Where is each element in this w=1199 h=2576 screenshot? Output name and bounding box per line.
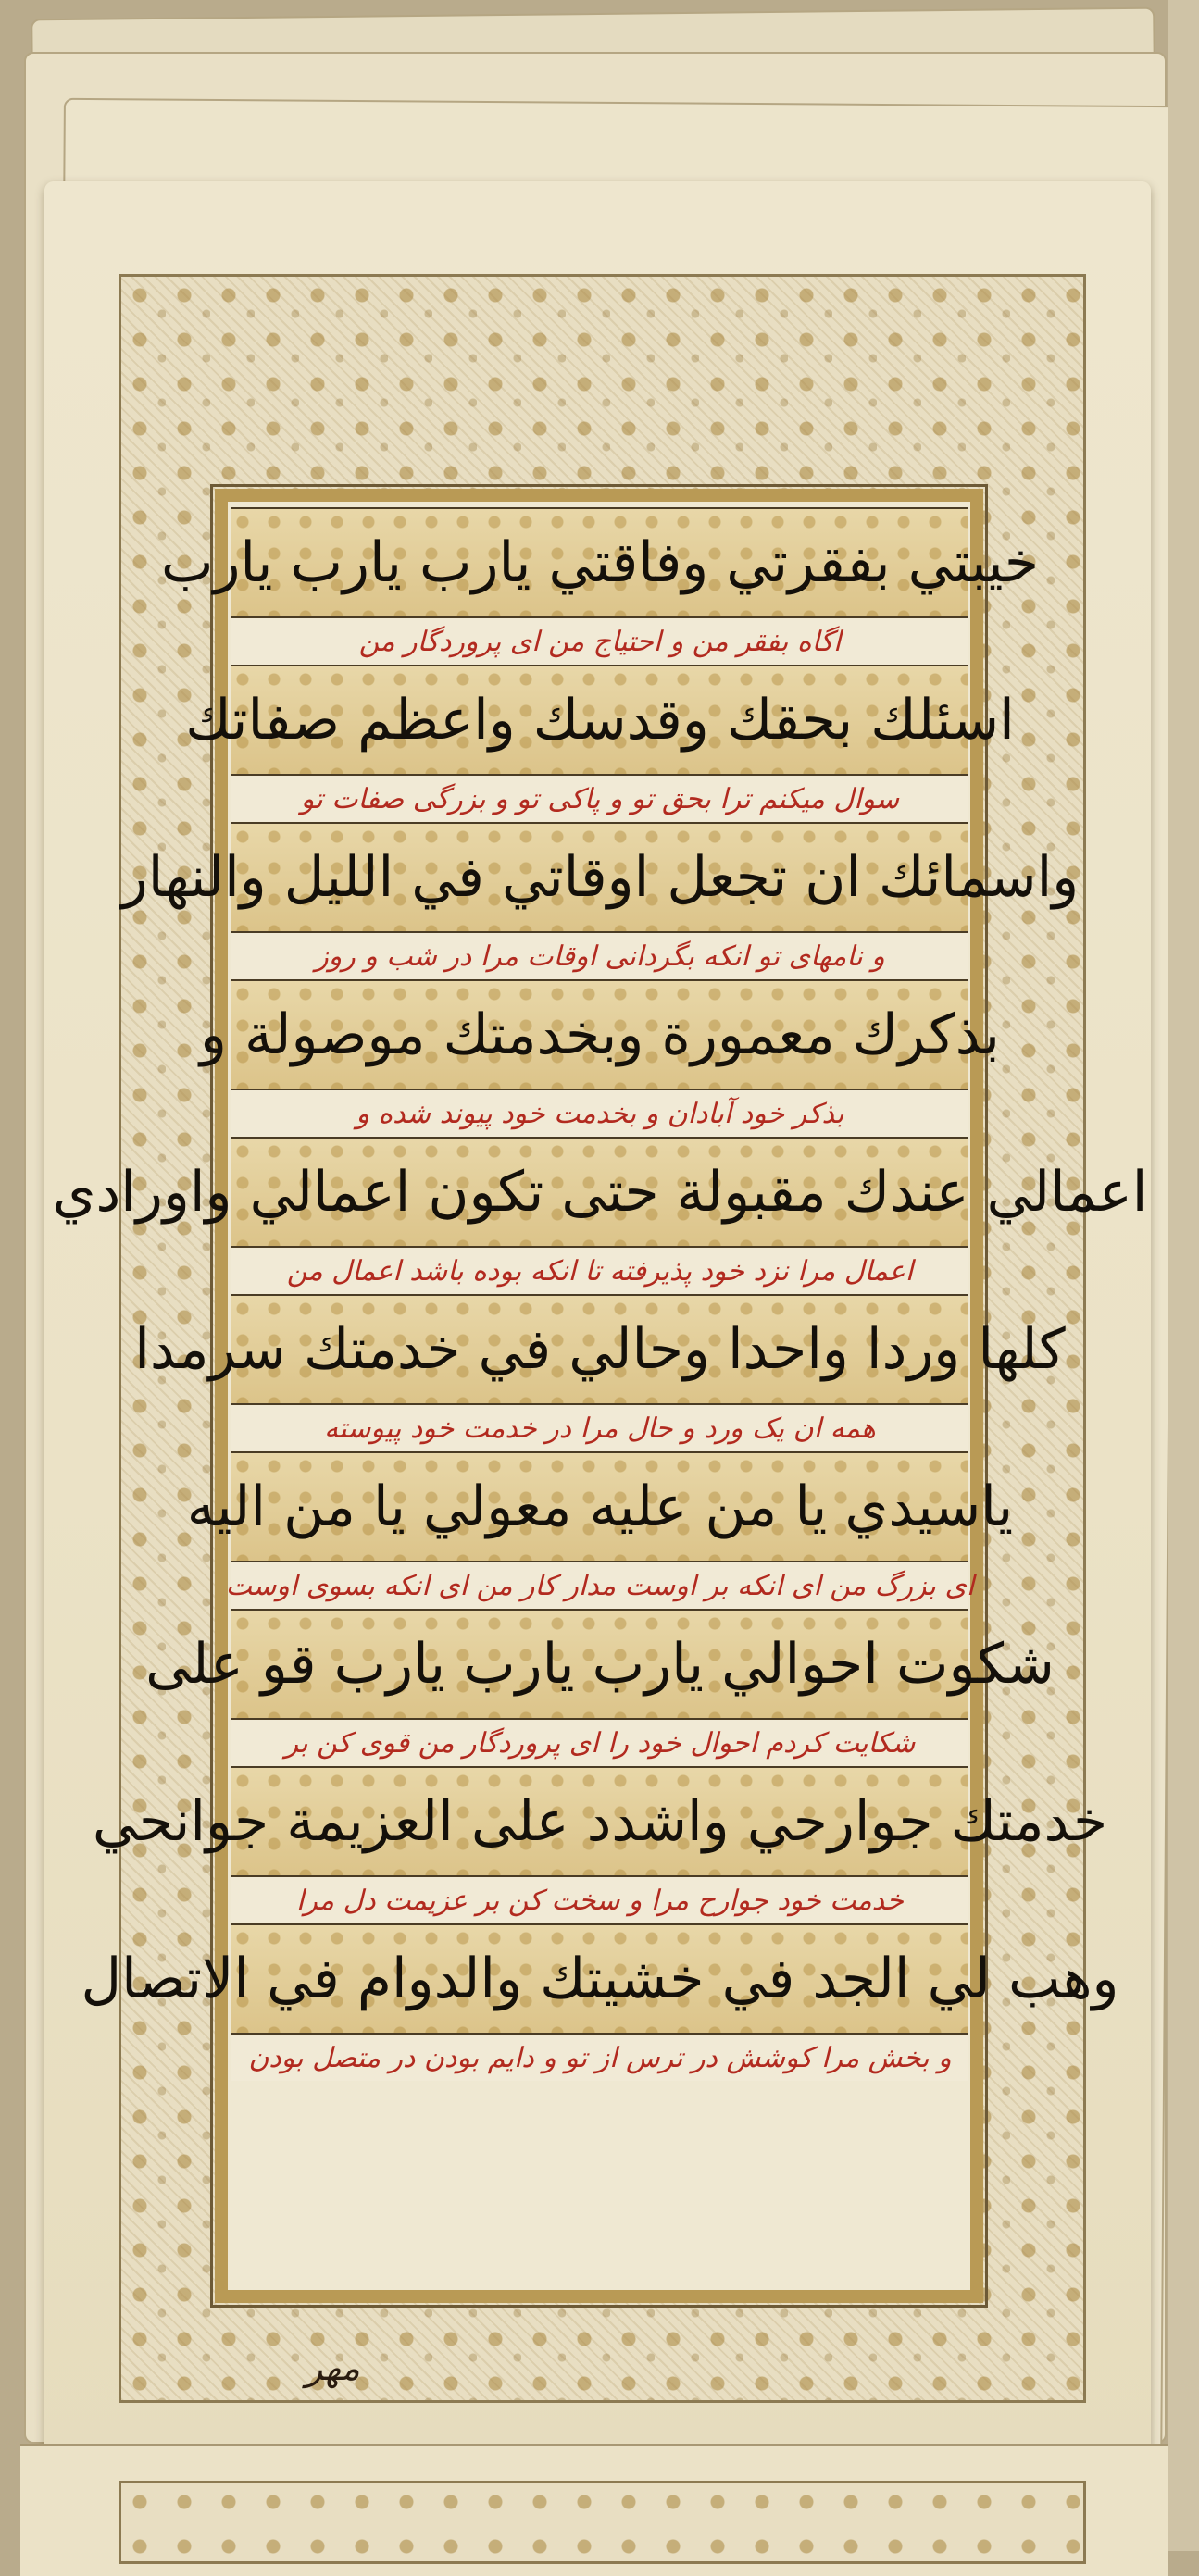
arabic-line: وهب لي الجد في خشيتك والدوام في الاتصال bbox=[231, 1923, 968, 2035]
arabic-line: واسمائك ان تجعل اوقاتي في الليل والنهار bbox=[231, 822, 968, 933]
persian-gloss-line: اعمال مرا نزد خود پذیرفته تا انکه بوده باشد اعمال من bbox=[231, 1248, 968, 1294]
text-panel bbox=[52, 507, 1148, 2081]
arabic-line: شكوت احوالي يارب يارب يارب قو على bbox=[231, 1609, 968, 1720]
arabic-line: بذكرك معمورة وبخدمتك موصولة و bbox=[231, 979, 968, 1090]
arabic-line: اسئلك بحقك وقدسك واعظم صفاتك bbox=[231, 665, 968, 776]
arabic-line: خيبتي بفقرتي وفاقتي يارب يارب يارب bbox=[231, 507, 968, 618]
arabic-line: كلها وردا واحدا وحالي في خدمتك سرمدا bbox=[231, 1294, 968, 1405]
persian-gloss-line: و نامهای تو انکه بگردانی اوقات مرا در شب و روز bbox=[231, 933, 968, 979]
persian-gloss-line: و بخش مرا کوشش در ترس از تو و دایم بودن در متصل بودن bbox=[231, 2035, 968, 2081]
persian-gloss-line: شکایت کردم احوال خود را ای پروردگار من قوی کن بر bbox=[231, 1720, 968, 1766]
persian-gloss-line: ای بزرگ من ای انکه بر اوست مدار کار من ای انکه بسوی اوست bbox=[231, 1562, 968, 1609]
persian-gloss-line: بذکر خود آبادان و بخدمت خود پیوند شده و bbox=[231, 1090, 968, 1137]
persian-gloss-line: خدمت خود جوارح مرا و سخت کن بر عزیمت دل مرا bbox=[231, 1877, 968, 1923]
persian-gloss-line: سوال میکنم ترا بحق تو و پاکی تو و بزرگی صفات تو bbox=[231, 776, 968, 822]
arabic-line: اعمالي عندك مقبولة حتى تكون اعمالي واورادي bbox=[231, 1137, 968, 1248]
persian-gloss-line: همه ان یک ورد و حال مرا در خدمت خود پیوسته bbox=[231, 1405, 968, 1451]
next-leaf-border bbox=[119, 2481, 1086, 2564]
page-edge bbox=[1168, 0, 1199, 2551]
arabic-line: ياسيدي يا من عليه معولي يا من اليه bbox=[231, 1451, 968, 1562]
arabic-line: خدمتك جوارحي واشدد على العزيمة جوانحي bbox=[231, 1766, 968, 1877]
persian-gloss-line: اگاه بفقر من و احتیاج من ای پروردگار من bbox=[231, 618, 968, 665]
seal-signature: مهر bbox=[306, 2347, 360, 2388]
